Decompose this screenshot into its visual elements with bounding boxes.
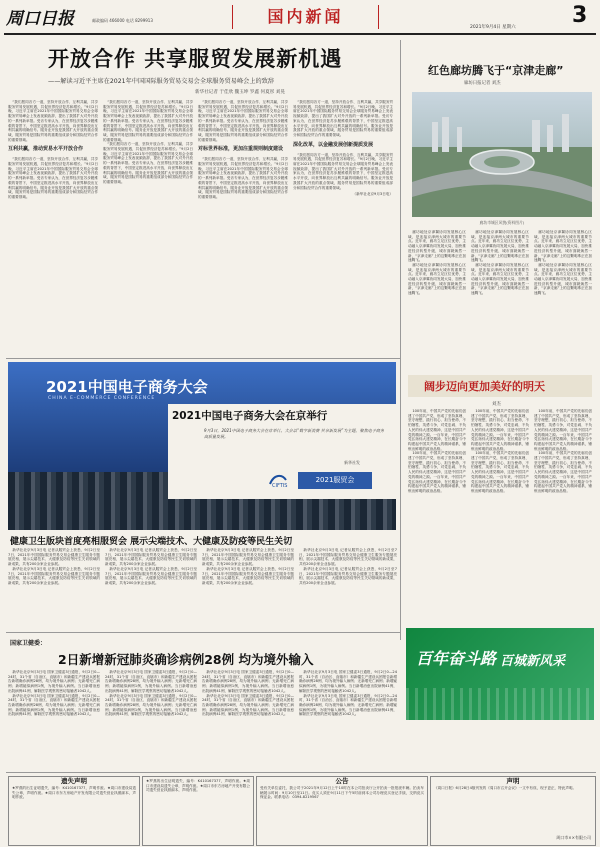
notice-lost-title: 遗失声明 (61, 777, 87, 785)
notice-auction (256, 776, 428, 846)
lead-paragraph: “我们愿同各方一道，坚持开放合作、互利共赢，共享服务贸易发展机遇，共促世界经济复苏和增长。”9月2日晚，习近平主席在2021年中国国际服务贸易交易会全球服务贸易峰会上发表视频致辞，提出了我国扩大对外开放的一系列新举措。受访专家认为，在世界经济复苏步履维艰的背景下，中国坚定推进高水平开放，向世界释放出互利共赢的明确信号。服务业开放是我国扩大开放的重点领域，服务贸易是国际贸易的重要组成部分和国际经贸合作的重要领域。 (103, 100, 193, 142)
masthead-info: 邮政编码 466000 电话 8299913 (92, 18, 153, 23)
essay-byline: 刘杰 (492, 402, 501, 407)
section-rule (6, 632, 400, 633)
photo-story-paragraph: 廊坊地处京津冀协同发展核心区域，是连接京津两大城市的重要节点。近年来，廊坊立足区位优势，主动融入京津冀协同发展大局，加快推进经济转型升级，城市面貌焕然一新，“京津走廊”上的这颗明珠正在加速腾飞。 (534, 262, 592, 296)
health-paragraph: 新华社北京9月3日电 记者从服贸会上获悉，9月2日至7日，2021年中国国际服务贸易交易会健康卫生服务专题展亮相，展示尖端技术、大健康及防疫等民生关切领域的新成果，共有200余家企业参展。 (105, 548, 197, 567)
column-rule (400, 40, 401, 640)
lead-body-col1 (8, 100, 98, 355)
essay-body-col3 (534, 409, 592, 509)
masthead-rule (4, 33, 596, 35)
lead-paragraph: “我们愿同各方一道，坚持开放合作、互利共赢，共享服务贸易发展机遇，共促世界经济复苏和增长。”9月2日晚，习近平主席在2021年中国国际服务贸易交易会全球服务贸易峰会上发表视频致辞，提出了我国扩大对外开放的一系列新举措。受访专家认为，在世界经济复苏步履维艰的背景下，中国坚定推进高水平开放，向世界释放出互利共赢的明确信号。服务业开放是我国扩大开放的重点领域，服务贸易是国际贸易的重要组成部分和国际经贸合作的重要领域。 (8, 157, 98, 199)
expo-lede: 9月3日，2021中国电子商务大会在京举行。大会以“数字新消费 共享新发展”为主题，聚焦电子商务高质量发展。 (204, 428, 384, 439)
essay-paragraph: 100年前，中国共产党的先驱们创建了中国共产党，形成了坚持真理、坚守理想，践行初心、担当使命，不怕牺牲、英勇斗争，对党忠诚、不负人民的伟大建党精神，这是中国共产党的精神之源。一百年来，中国共产党弘扬伟大建党精神，在长期奋斗中构建起中国共产党人的精神谱系，锤炼出鲜明的政治品格。 (471, 409, 529, 451)
section-rule (6, 358, 400, 359)
lead-paragraph: “我们愿同各方一道，坚持开放合作、互利共赢，共享服务贸易发展机遇，共促世界经济复苏和增长。”9月2日晚，习近平主席在2021年中国国际服务贸易交易会全球服务贸易峰会上发表视频致辞，提出了我国扩大对外开放的一系列新举措。受访专家认为，在世界经济复苏步履维艰的背景下，中国坚定推进高水平开放，向世界释放出互利共赢的明确信号。服务业开放是我国扩大开放的重点领域，服务贸易是国际贸易的重要组成部分和国际经贸合作的重要领域。 (293, 100, 393, 137)
lead-paragraph: “我们愿同各方一道，坚持开放合作、互利共赢，共享服务贸易发展机遇，共促世界经济复苏和增长。”9月2日晚，习近平主席在2021年中国国际服务贸易交易会全球服务贸易峰会上发表视频致辞，提出了我国扩大对外开放的一系列新举措。受访专家认为，在世界经济复苏步履维艰的背景下，中国坚定推进高水平开放，向世界释放出互利共赢的明确信号。服务业开放是我国扩大开放的重点领域，服务贸易是国际贸易的重要组成部分和国际经贸合作的重要领域。 (8, 100, 98, 142)
lead-note: （新华社北京9月3日电） (352, 192, 393, 197)
notice-lost-body: ★罗燕的出生证明遗失，编号：K410167377，声明作废。★周口市建设局遗失公章，声明作废。★周口市东方房地产开发有限公司遗失营业执照副本，声明作废。 (12, 786, 136, 800)
ad-banner (406, 628, 594, 720)
essay-paragraph: 100年前，中国共产党的先驱们创建了中国共产党，形成了坚持真理、坚守理想，践行初心、担当使命，不怕牺牲、英勇斗争，对党忠诚、不负人民的伟大建党精神，这是中国共产党的精神之源。一百年来，中国共产党弘扬伟大建党精神，在长期奋斗中构建起中国共产党人的精神谱系，锤炼出鲜明的政治品格。 (534, 451, 592, 493)
lead-subtitle: ——解读习近平主席在2021年中国国际服务贸易交易会全球服务贸易峰会上的致辞 (48, 78, 275, 85)
essay-body-col1 (408, 409, 466, 509)
expo-photo-block (8, 362, 396, 530)
health-body-col4 (299, 548, 397, 626)
lead-body-col2 (103, 100, 193, 355)
ad-banner-pattern (406, 688, 594, 720)
essay-block (404, 375, 596, 625)
notice-correction-title: 声明 (506, 777, 520, 785)
health-paragraph: 新华社北京9月3日电 记者从服贸会上获悉，9月2日至7日，2021年中国国际服务贸易交易会健康卫生服务专题展亮相，展示尖端技术、大健康及防疫等民生关切领域的新成果，共有200余家企业参展。 (105, 566, 197, 585)
photo-story-body-col2 (471, 230, 529, 365)
photo-story-title: 红色廊坊腾飞于“京津走廊” (428, 64, 564, 77)
photo-story-paragraph: 廊坊地处京津冀协同发展核心区域，是连接京津两大城市的重要节点。近年来，廊坊立足区位优势，主动融入京津冀协同发展大局，加快推进经济转型升级，城市面貌焕然一新，“京津走廊”上的这颗明珠正在加速腾飞。 (534, 230, 592, 263)
svg-text:CIFTIS: CIFTIS (272, 483, 288, 488)
health-paragraph: 新华社北京9月3日电 记者从服贸会上获悉，9月2日至7日，2021年中国国际服务贸易交易会健康卫生服务专题展亮相，展示尖端技术、大健康及防疫等民生关切领域的新成果，共有200余家企业参展。 (299, 548, 397, 567)
lead-body-col4 (293, 100, 393, 355)
lead-subhead-2: 对标世界标准，更加注重规则制度建设 (198, 146, 284, 153)
covid-body-col2 (105, 670, 197, 768)
expo-credit: 新华社发 (344, 460, 360, 465)
health-body-col2 (105, 548, 197, 626)
city-aerial-photo (412, 92, 592, 217)
notice-misc (142, 776, 254, 846)
essay-paragraph: 100年前，中国共产党的先驱们创建了中国共产党，形成了坚持真理、坚守理想，践行初心、担当使命，不怕牺牲、英勇斗争，对党忠诚、不负人民的伟大建党精神，这是中国共产党的精神之源。一百年来，中国共产党弘扬伟大建党精神，在长期奋斗中构建起中国共产党人的精神谱系，锤炼出鲜明的政治品格。 (534, 409, 592, 451)
photo-story (404, 40, 596, 370)
lead-paragraph: “我们愿同各方一道，坚持开放合作、互利共赢，共享服务贸易发展机遇，共促世界经济复苏和增长。”9月2日晚，习近平主席在2021年中国国际服务贸易交易会全球服务贸易峰会上发表视频致辞，提出了我国扩大对外开放的一系列新举措。受访专家认为，在世界经济复苏步履维艰的背景下，中国坚定推进高水平开放，向世界释放出互利共赢的明确信号。服务业开放是我国扩大开放的重点领域，服务贸易是国际贸易的重要组成部分和国际经贸合作的重要领域。 (293, 152, 393, 190)
covid-title: 2日新增新冠肺炎确诊病例28例 均为境外输入 (58, 652, 314, 667)
ad-banner-line2: 百城新风采 (500, 654, 566, 669)
health-paragraph: 新华社北京9月3日电 记者从服贸会上获悉，9月2日至7日，2021年中国国际服务贸易交易会健康卫生服务专题展亮相，展示尖端技术、大健康及防疫等民生关切领域的新成果，共有200余家企业参展。 (202, 548, 294, 567)
notice-correction-sign: 周口市××有限公司 (556, 835, 591, 840)
covid-paragraph: 新华社北京9月3日电 国家卫健委3日通报，9月2日0—24时，31个省（自治区、直辖市）和新疆生产建设兵团报告新增确诊病例28例，均为境外输入病例；无新增死亡病例；新增疑似病例1例，为境外输入病例。当日新增治愈出院病例41例，解除医学观察的密切接触者1042人。 (8, 693, 100, 717)
health-title: 健康卫生版块首度亮相服贸会 展示尖端技术、大健康及防疫等民生关切 (10, 537, 293, 547)
issue-date: 2021年9月4日 星期六 (470, 25, 516, 30)
covid-kicker: 国家卫健委： (10, 640, 47, 647)
health-paragraph: 新华社北京9月3日电 记者从服贸会上获悉，9月2日至7日，2021年中国国际服务贸易交易会健康卫生服务专题展亮相，展示尖端技术、大健康及防疫等民生关切领域的新成果，共有200余家企业参展。 (8, 566, 100, 585)
expo-banner-line2: CHINA E-COMMERCE CONFERENCE (48, 396, 156, 401)
essay-paragraph: 100年前，中国共产党的先驱们创建了中国共产党，形成了坚持真理、坚守理想，践行初心、担当使命，不怕牺牲、英勇斗争，对党忠诚、不负人民的伟大建党精神，这是中国共产党的精神之源。一百年来，中国共产党弘扬伟大建党精神，在长期奋斗中构建起中国共产党人的精神谱系，锤炼出鲜明的政治品格。 (408, 409, 466, 451)
essay-body-col2 (471, 409, 529, 509)
page-number: 3 (572, 3, 588, 28)
covid-body-col1 (8, 670, 100, 768)
notice-auction-title: 公告 (335, 777, 349, 785)
section-banner (232, 5, 379, 29)
section-name: 国内新闻 (267, 7, 344, 26)
health-body-col1 (8, 548, 100, 626)
covid-paragraph: 新华社北京9月3日电 国家卫健委3日通报，9月2日0—24时，31个省（自治区、直辖市）和新疆生产建设兵团报告新增确诊病例28例，均为境外输入病例；无新增死亡病例；新增疑似病例1例，为境外输入病例。当日新增治愈出院病例41例，解除医学观察的密切接触者1042人。 (299, 670, 397, 693)
photo-story-paragraph: 廊坊地处京津冀协同发展核心区域，是连接京津两大城市的重要节点。近年来，廊坊立足区位优势，主动融入京津冀协同发展大局，加快推进经济转型升级，城市面貌焕然一新，“京津走廊”上的这颗明珠正在加速腾飞。 (408, 262, 466, 296)
lead-subhead-1: 互利共赢，推动贸易水平开放合作 (8, 146, 84, 153)
lead-title: 开放合作 共享服贸发展新机遇 (48, 47, 343, 71)
covid-paragraph: 新华社北京9月3日电 国家卫健委3日通报，9月2日0—24时，31个省（自治区、直辖市）和新疆生产建设兵团报告新增确诊病例28例，均为境外输入病例；无新增死亡病例；新增疑似病例1例，为境外输入病例。当日新增治愈出院病例41例，解除医学观察的密切接触者1042人。 (105, 670, 197, 693)
masthead (0, 0, 600, 40)
essay-title: 阔步迈向更加美好的明天 (424, 380, 545, 393)
ciftis-logo (268, 472, 294, 488)
lead-paragraph: “我们愿同各方一道，坚持开放合作、互利共赢，共享服务贸易发展机遇，共促世界经济复苏和增长。”9月2日晚，习近平主席在2021年中国国际服务贸易交易会全球服务贸易峰会上发表视频致辞，提出了我国扩大对外开放的一系列新举措。受访专家认为，在世界经济复苏步履维艰的背景下，中国坚定推进高水平开放，向世界释放出互利共赢的明确信号。服务业开放是我国扩大开放的重点领域，服务贸易是国际贸易的重要组成部分和国际经贸合作的重要领域。 (198, 157, 288, 199)
expo-title-panel (168, 404, 396, 499)
lead-paragraph: “我们愿同各方一道，坚持开放合作、互利共赢，共享服务贸易发展机遇，共促世界经济复苏和增长。”9月2日晚，习近平主席在2021年中国国际服务贸易交易会全球服务贸易峰会上发表视频致辞，提出了我国扩大对外开放的一系列新举措。受访专家认为，在世界经济复苏步履维艰的背景下，中国坚定推进高水平开放，向世界释放出互利共赢的明确信号。服务业开放是我国扩大开放的重点领域，服务贸易是国际贸易的重要组成部分和国际经贸合作的重要领域。 (103, 142, 193, 184)
health-paragraph: 新华社北京9月3日电 记者从服贸会上获悉，9月2日至7日，2021年中国国际服务贸易交易会健康卫生服务专题展亮相，展示尖端技术、大健康及防疫等民生关切领域的新成果，共有200余家企业参展。 (202, 566, 294, 585)
photo-story-byline: 廊坊日报记者 刘杰 (464, 81, 501, 86)
photo-story-body-col3 (534, 230, 592, 365)
photo-caption: 廊坊市城区风貌(资料图片) (479, 220, 525, 225)
photo-story-paragraph: 廊坊地处京津冀协同发展核心区域，是连接京津两大城市的重要节点。近年来，廊坊立足区位优势，主动融入京津冀协同发展大局，加快推进经济转型升级，城市面貌焕然一新，“京津走廊”上的这颗明珠正在加速腾飞。 (471, 230, 529, 263)
lead-paragraph: “我们愿同各方一道，坚持开放合作、互利共赢，共享服务贸易发展机遇，共促世界经济复苏和增长。”9月2日晚，习近平主席在2021年中国国际服务贸易交易会全球服务贸易峰会上发表视频致辞，提出了我国扩大对外开放的一系列新举措。受访专家认为，在世界经济复苏步履维艰的背景下，中国坚定推进高水平开放，向世界释放出互利共赢的明确信号。服务业开放是我国扩大开放的重点领域，服务贸易是国际贸易的重要组成部分和国际经贸合作的重要领域。 (198, 100, 288, 142)
covid-body-col4 (299, 670, 397, 768)
notice-correction-body: 《周口日报》6月28日4版刊发的《周口市召开会议》一文中有误，现予更正，特此声明。 (434, 786, 577, 790)
health-body-col3 (202, 548, 294, 626)
photo-story-paragraph: 廊坊地处京津冀协同发展核心区域，是连接京津两大城市的重要节点。近年来，廊坊立足区位优势，主动融入京津冀协同发展大局，加快推进经济转型升级，城市面貌焕然一新，“京津走廊”上的这颗明珠正在加速腾飞。 (471, 262, 529, 296)
essay-paragraph: 100年前，中国共产党的先驱们创建了中国共产党，形成了坚持真理、坚守理想，践行初心、担当使命，不怕牺牲、英勇斗争，对党忠诚、不负人民的伟大建党精神，这是中国共产党的精神之源。一百年来，中国共产党弘扬伟大建党精神，在长期奋斗中构建起中国共产党人的精神谱系，锤炼出鲜明的政治品格。 (471, 451, 529, 493)
covid-paragraph: 新华社北京9月3日电 国家卫健委3日通报，9月2日0—24时，31个省（自治区、直辖市）和新疆生产建设兵团报告新增确诊病例28例，均为境外输入病例；无新增死亡病例；新增疑似病例1例，为境外输入病例。当日新增治愈出院病例41例，解除医学观察的密切接触者1042人。 (105, 693, 197, 717)
notice-auction-body: 受有关单位委托，我公司于2021年9月12日上午10时在本公司拍卖厅公开拍卖一批报废车辆。拍卖车辆展示时间：9月10日至11日。竞买人须在9月11日下午5时前到本公司办理竞买登记手续，交纳竞买保证金。联系电话：0394-8219567 (260, 786, 424, 800)
health-paragraph: 新华社北京9月3日电 记者从服贸会上获悉，9月2日至7日，2021年中国国际服务贸易交易会健康卫生服务专题展亮相，展示尖端技术、大健康及防疫等民生关切领域的新成果，共有200余家企业参展。 (8, 548, 100, 567)
notice-misc-body: ★罗燕的出生证明遗失，编号：K410167377，声明作废。★周口市建设局遗失公章，声明作废。★周口市东方房地产开发有限公司遗失营业执照副本，声明作废。 (146, 779, 250, 793)
expo-banner-line1: 2021中国电子商务大会 (46, 378, 208, 396)
photo-story-paragraph: 廊坊地处京津冀协同发展核心区域，是连接京津两大城市的重要节点。近年来，廊坊立足区位优势，主动融入京津冀协同发展大局，加快推进经济转型升级，城市面貌焕然一新，“京津走廊”上的这颗明珠正在加速腾飞。 (408, 230, 466, 263)
covid-paragraph: 新华社北京9月3日电 国家卫健委3日通报，9月2日0—24时，31个省（自治区、直辖市）和新疆生产建设兵团报告新增确诊病例28例，均为境外输入病例；无新增死亡病例；新增疑似病例1例，为境外输入病例。当日新增治愈出院病例41例，解除医学观察的密切接触者1042人。 (299, 693, 397, 717)
covid-body-col3 (202, 670, 294, 768)
expo-label: 2021服贸会 (315, 476, 355, 484)
expo-title: 2021中国电子商务大会在京举行 (172, 410, 328, 422)
ad-banner-line1: 百年奋斗路 (416, 649, 497, 668)
covid-paragraph: 新华社北京9月3日电 国家卫健委3日通报，9月2日0—24时，31个省（自治区、直辖市）和新疆生产建设兵团报告新增确诊病例28例，均为境外输入病例；无新增死亡病例；新增疑似病例1例，为境外输入病例。当日新增治愈出院病例41例，解除医学观察的密切接触者1042人。 (202, 693, 294, 717)
photo-story-body-col1 (408, 230, 466, 365)
lead-subhead-3: 深化改革，以金融发展创新提质发展 (293, 141, 374, 148)
newspaper-logo: 周口日报 (6, 9, 74, 29)
health-paragraph: 新华社北京9月3日电 记者从服贸会上获悉，9月2日至7日，2021年中国国际服务贸易交易会健康卫生服务专题展亮相，展示尖端技术、大健康及防疫等民生关切领域的新成果，共有200余家企业参展。 (299, 566, 397, 585)
notice-lost (8, 776, 140, 846)
lead-body-col3 (198, 100, 288, 355)
section-rule (6, 772, 596, 773)
expo-label-box (298, 472, 372, 489)
covid-paragraph: 新华社北京9月3日电 国家卫健委3日通报，9月2日0—24时，31个省（自治区、直辖市）和新疆生产建设兵团报告新增确诊病例28例，均为境外输入病例；无新增死亡病例；新增疑似病例1例，为境外输入病例。当日新增治愈出院病例41例，解除医学观察的密切接触者1042人。 (202, 670, 294, 693)
lead-byline: 新华社记者 于佳欣 魏玉坤 罗鑫 何夏彤 刘晃 (195, 90, 285, 95)
covid-paragraph: 新华社北京9月3日电 国家卫健委3日通报，9月2日0—24时，31个省（自治区、直辖市）和新疆生产建设兵团报告新增确诊病例28例，均为境外输入病例；无新增死亡病例；新增疑似病例1例，为境外输入病例。当日新增治愈出院病例41例，解除医学观察的密切接触者1042人。 (8, 670, 100, 693)
notice-correction (430, 776, 596, 846)
essay-paragraph: 100年前，中国共产党的先驱们创建了中国共产党，形成了坚持真理、坚守理想，践行初心、担当使命，不怕牺牲、英勇斗争，对党忠诚、不负人民的伟大建党精神，这是中国共产党的精神之源。一百年来，中国共产党弘扬伟大建党精神，在长期奋斗中构建起中国共产党人的精神谱系，锤炼出鲜明的政治品格。 (408, 451, 466, 493)
